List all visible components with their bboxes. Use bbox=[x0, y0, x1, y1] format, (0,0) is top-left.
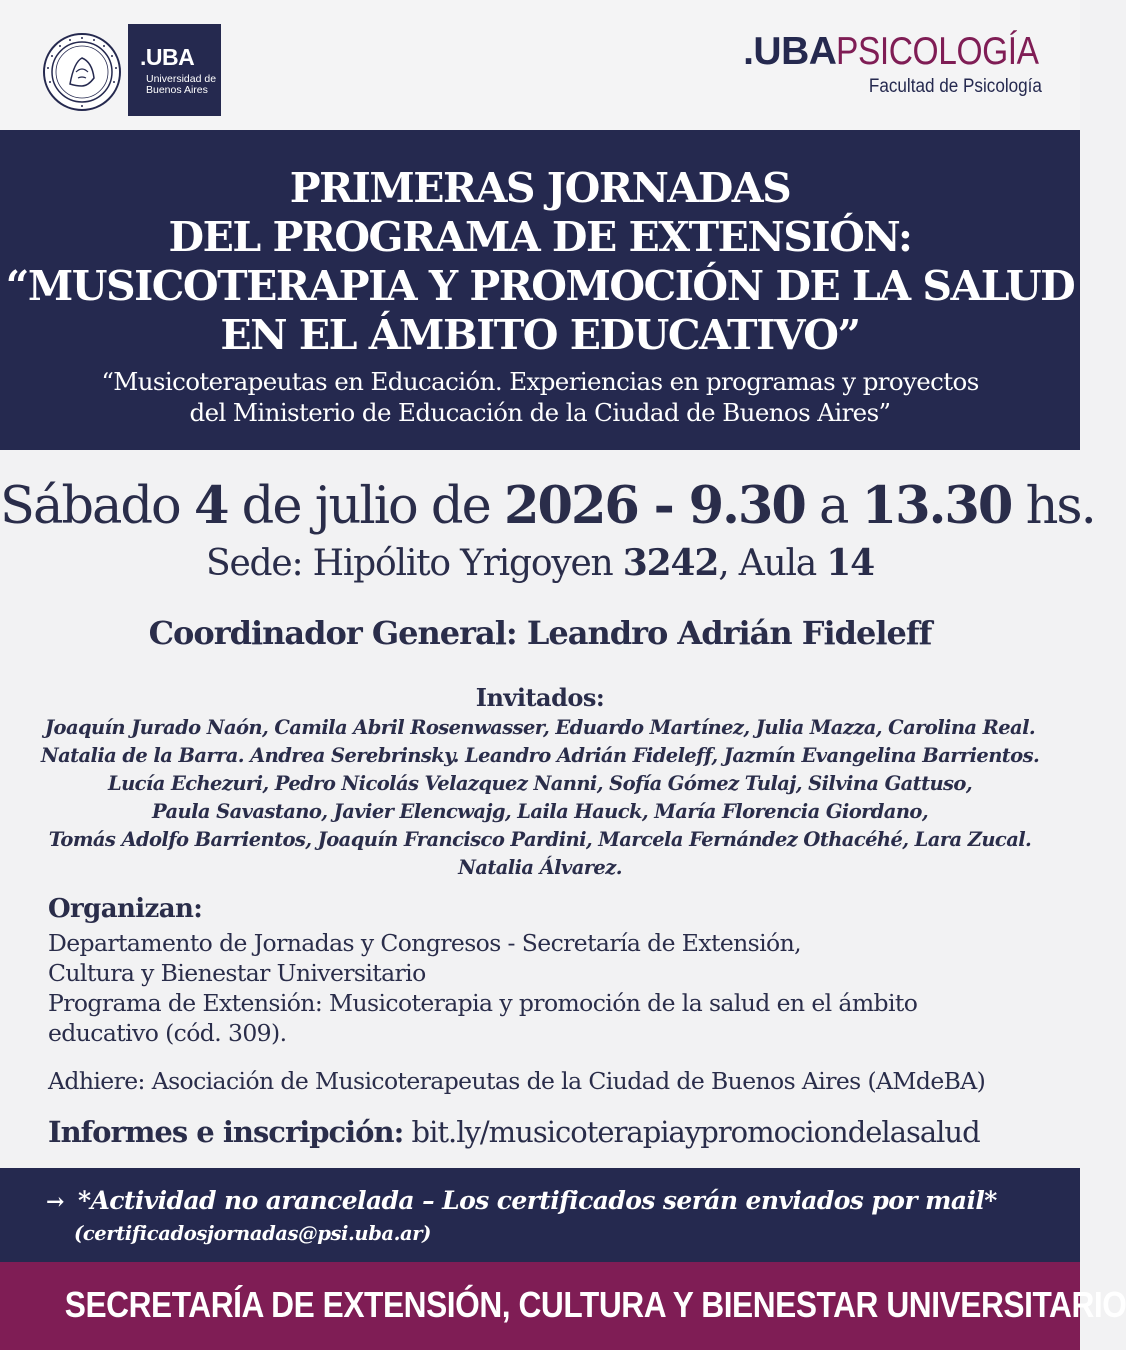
uba-logo bbox=[128, 24, 221, 116]
guests-heading: Invitados: bbox=[475, 683, 605, 712]
list-item: Cultura y Bienestar Universitario bbox=[48, 959, 426, 987]
list-item: Joaquín Jurado Naón, Camila Abril Rosenwasser, Eduardo Martínez, Julia Mazza, Carolina Real. bbox=[44, 716, 1036, 739]
event-title: PRIMERAS JORNADAS DEL PROGRAMA DE EXTENSIÓN: “MUSICOTERAPIA Y PROMOCIÓN DE LA SALUD EN EL ÁMBITO EDUCATIVO” bbox=[5, 164, 1075, 359]
registration-link[interactable]: bit.ly/musicoterapiaypromociondelasalud bbox=[411, 1115, 980, 1149]
list-item: Natalia de la Barra. Andrea Serebrinsky. Leandro Adrián Fideleff, Jazmín Evangelina Barrientos. bbox=[40, 744, 1040, 767]
list-item: Programa de Extensión: Musicoterapia y promoción de la salud en el ámbito bbox=[48, 989, 918, 1017]
event-venue: Sede: Hipólito Yrigoyen 3242, Aula 14 bbox=[205, 542, 874, 584]
certificate-notice bbox=[0, 1168, 1080, 1262]
guests-list bbox=[0, 714, 1080, 882]
event-date: Sábado 4 de julio de 2026 - 9.30 a 13.30 hs. bbox=[0, 476, 1095, 536]
psicologia-logo-psicologia: PSICOLOGÍA bbox=[836, 30, 1040, 73]
psicologia-logo bbox=[743, 32, 1042, 98]
list-item: Tomás Adolfo Barrientos, Joaquín Francisco Pardini, Marcela Fernández Othacéhé, Lara Zucal. bbox=[48, 828, 1032, 851]
list-item: Lucía Echezuri, Pedro Nicolás Velazquez Nanni, Sofía Gómez Tulaj, Silvina Gattuso, bbox=[107, 772, 973, 795]
list-item: Paula Savastano, Javier Elencwajg, Laila Hauck, María Florencia Giordano, bbox=[151, 800, 929, 823]
title-banner bbox=[0, 130, 1080, 450]
university-seal-icon bbox=[42, 32, 122, 112]
footer-banner bbox=[0, 1262, 1126, 1350]
organizers-list bbox=[48, 928, 917, 1048]
psicologia-logo-uba: .UBA bbox=[743, 30, 837, 73]
list-item: Natalia Álvarez. bbox=[458, 856, 622, 879]
uba-logo-university: Universidad de Buenos Aires bbox=[146, 73, 217, 96]
right-arrow-icon: → bbox=[46, 1189, 65, 1215]
registration-info bbox=[48, 1115, 980, 1149]
event-subtitle: “Musicoterapeutas en Educación. Experiencias en programas y proyectos del Ministerio de Educación de la Ciudad de Buenos Aires” bbox=[101, 367, 979, 427]
list-item: educativo (cód. 309). bbox=[48, 1019, 287, 1047]
organizers-heading: Organizan: bbox=[48, 894, 203, 924]
adhering-organization: Adhiere: Asociación de Musicoterapeutas de la Ciudad de Buenos Aires (AMdeBA) bbox=[48, 1067, 986, 1095]
notice-text: *Actividad no arancelada – Los certificados serán enviados por mail* bbox=[78, 1186, 997, 1215]
uba-logo-text: .UBA bbox=[140, 44, 195, 70]
list-item: Departamento de Jornadas y Congresos - Secretaría de Extensión, bbox=[48, 929, 802, 957]
footer-text: SECRETARÍA DE EXTENSIÓN, CULTURA Y BIENESTAR UNIVERSITARIO bbox=[64, 1284, 1126, 1325]
notice-email[interactable]: (certificadosjornadas@psi.uba.ar) bbox=[74, 1222, 431, 1245]
faculty-name: Facultad de Psicología bbox=[868, 76, 1042, 97]
header bbox=[0, 0, 1080, 130]
general-coordinator: Coordinador General: Leandro Adrián Fideleff bbox=[148, 614, 932, 652]
registration-label: Informes e inscripción: bbox=[48, 1115, 404, 1149]
